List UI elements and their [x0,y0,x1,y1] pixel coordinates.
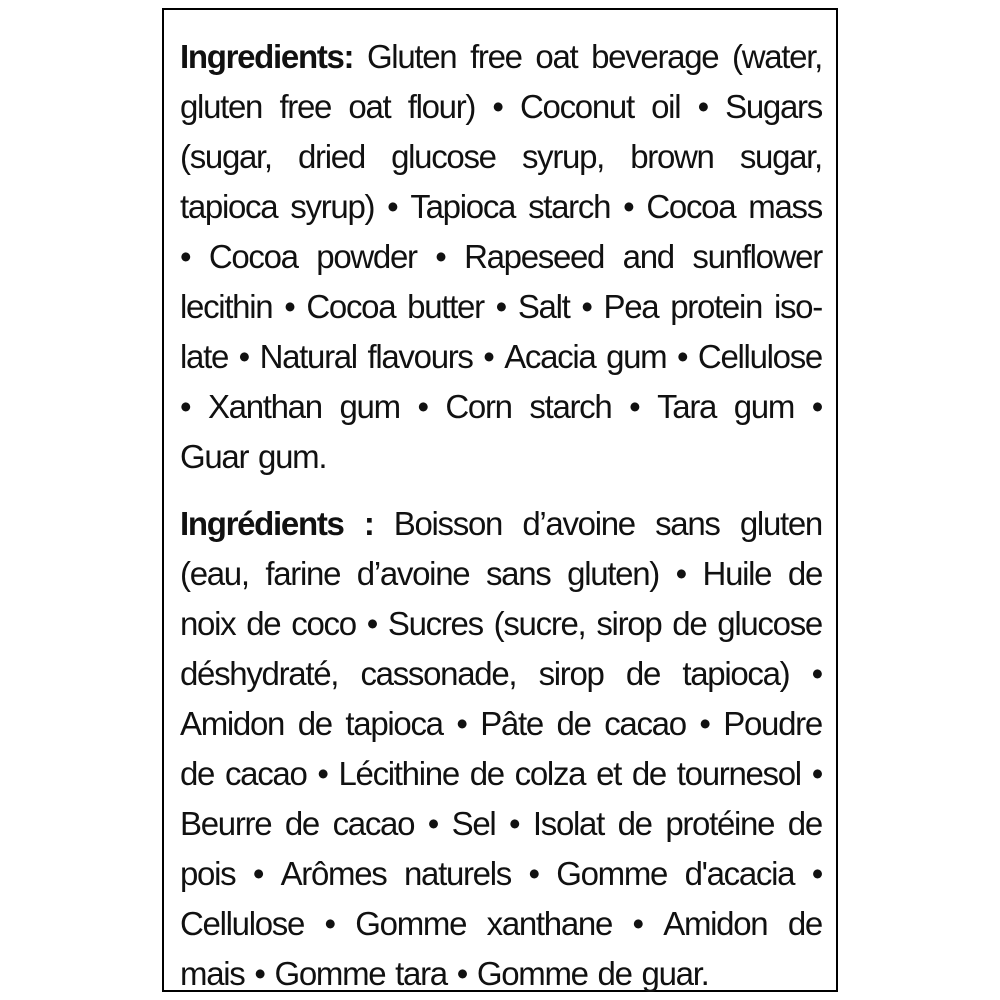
ingredient-word: gluten) [567,555,659,592]
bullet-separator: • [180,238,191,275]
ingredient-word: de [246,605,281,642]
french-line [180,499,822,549]
english-line [180,382,822,432]
ingredient-word: de [617,805,652,842]
ingredient-word: pois [180,855,236,892]
ingredient-word: Gomme [556,855,668,892]
ingredient-word: Tapioca [410,188,516,225]
french-line [180,599,822,649]
ingredient-word: Beurre [180,805,272,842]
bullet-separator: • [811,655,822,692]
ingredient-word: Amidon [180,705,285,742]
ingredient-word: de [297,705,332,742]
ingredient-word: sans [485,555,551,592]
ingredient-word: Coconut [520,88,634,125]
ingredient-word: Tara [657,388,717,425]
ingredient-word: syrup, [521,138,605,175]
ingredient-word: butter [407,288,484,325]
ingredient-word: cacao [332,805,415,842]
ingredient-word: gum [339,388,400,425]
bullet-separator: • [632,905,643,942]
ingredient-word: glucose [391,138,496,175]
ingredient-word: de [625,655,661,692]
ingredient-word: coco [291,605,356,642]
ingredient-word: flavours [367,338,473,375]
bullet-separator: • [483,338,494,375]
ingredient-word: d’avoine [356,555,470,592]
bullet-separator: • [492,88,503,125]
ingredient-word: mass [748,188,822,225]
ingredient-word: de [631,755,666,792]
ingredient-word: oil [651,88,681,125]
bullet-separator: • [387,188,398,225]
ingredient-word: gum [606,338,667,375]
bullet-separator: • [495,288,506,325]
ingredient-word: naturels [403,855,511,892]
ingredient-word: Gluten [366,38,457,75]
ingredient-word: syrup) [290,188,375,225]
ingredient-word: d'acacia [684,855,795,892]
ingredient-word: et [596,755,621,792]
bullet-separator: • [435,238,446,275]
bullet-separator: • [324,905,335,942]
bullet-separator: • [699,705,710,742]
ingredient-word: Rapeseed [464,238,605,275]
english-line [180,182,822,232]
ingredient-word: sirop [538,655,604,692]
ingredient-word: tapioca [180,188,278,225]
ingredient-word: gluten [739,505,822,542]
ingredient-word: déshydraté, [180,655,339,692]
french-ingredients [180,499,822,999]
bullet-separator: • [811,855,822,892]
ingredient-word: tournesol [676,755,801,792]
bullet-separator: • [623,188,634,225]
english-line [180,282,822,332]
bullet-separator: • [317,755,328,792]
ingredient-word: lecithin [180,288,273,325]
ingredient-word: sugar, [739,138,822,175]
ingredient-word: Sugars [725,88,822,125]
bullet-separator: • [180,388,191,425]
bullet-separator: • [284,288,295,325]
ingredient-word: powder [316,238,417,275]
ingredient-word: free [470,38,522,75]
bullet-separator: • [456,705,467,742]
ingredient-word: de [787,555,822,592]
french-line [180,899,822,949]
english-heading: Ingredients: [180,38,354,75]
ingredient-word: beverage [591,38,719,75]
ingredient-word: (water, [732,38,822,75]
ingredient-word: noix [180,605,236,642]
ingredient-word: cacao [604,705,686,742]
ingredient-word: Cocoa [646,188,736,225]
bullet-separator: • [238,338,249,375]
ingredient-word: Boisson [393,505,503,542]
ingredient-word: de [787,805,822,842]
ingredient-word: de [284,805,319,842]
ingredient-word: (sucre, [493,605,586,642]
ingredient-word: dried [298,138,365,175]
french-line [180,699,822,749]
ingredient-word: de [787,905,822,942]
english-line [180,332,822,382]
bullet-separator: • [427,805,439,842]
ingredient-word: farine [265,555,341,592]
ingredient-word: and [622,238,674,275]
ingredient-word: Cocoa [306,288,396,325]
ingredient-word: Cellulose [697,338,822,375]
bullet-separator: • [366,605,377,642]
ingredient-word: free [279,88,332,125]
french-line [180,749,822,799]
ingredient-word: brown [630,138,714,175]
ingredient-word: Corn [445,388,512,425]
english-last-line: Guar gum. [180,438,327,475]
ingredient-word: Pea [603,288,659,325]
ingredient-word: late [180,338,229,375]
french-line [180,849,822,899]
ingredient-word: Lécithine [338,755,459,792]
bullet-separator: • [528,855,539,892]
bullet-separator: • [675,555,686,592]
ingredient-word: Arômes [280,855,387,892]
french-heading: Ingrédients [180,505,344,542]
ingredient-word: xanthane [486,905,613,942]
ingredient-word: de [180,755,215,792]
ingredient-word: iso- [773,288,822,325]
ingredient-word: oat [535,38,578,75]
ingredient-word: de [556,705,591,742]
bullet-separator: • [581,288,592,325]
ingredient-word: sirop [596,605,662,642]
english-line [180,232,822,282]
ingredient-word: Amidon [663,905,768,942]
english-ingredients [180,32,822,482]
ingredient-word: colza [514,755,586,792]
ingredient-word: Poudre [723,705,822,742]
ingredient-word: Cellulose [180,905,305,942]
ingredient-word: cassonade, [360,655,517,692]
ingredient-word: d’avoine [522,505,635,542]
ingredient-word: gum [733,388,795,425]
ingredient-word: Huile [702,555,772,592]
ingredient-word: Isolat [532,805,604,842]
ingredient-word: Sel [451,805,496,842]
ingredient-word: starch [529,388,612,425]
bullet-separator: • [417,388,428,425]
ingredient-word: (eau, [180,555,249,592]
french-line [180,799,822,849]
french-line [180,549,822,599]
ingredient-word: de [469,755,504,792]
bullet-separator: • [509,805,520,842]
ingredient-word: (sugar, [180,138,272,175]
ingredient-word: Acacia [504,338,596,375]
french-heading: : [363,505,374,542]
ingredients-panel [162,8,838,992]
ingredient-word: Cocoa [208,238,298,275]
ingredient-word: de [672,605,707,642]
bullet-separator: • [252,855,264,892]
ingredient-word: Xanthan [207,388,322,425]
bullet-separator: • [697,88,708,125]
ingredient-word: sunflower [692,238,822,275]
ingredient-word: protéine [665,805,775,842]
ingredient-word: oat [348,88,391,125]
ingredient-word: Sucres [387,605,483,642]
english-line [180,82,822,132]
english-line [180,132,822,182]
ingredient-word: Natural [259,338,357,375]
ingredient-word: cacao [224,755,307,792]
bullet-separator: • [811,388,822,425]
bullet-separator: • [811,755,822,792]
ingredient-word: protein [670,288,763,325]
bullet-separator: • [677,338,688,375]
ingredient-word: sans [655,505,720,542]
ingredient-word: Salt [517,288,570,325]
english-line [180,32,822,82]
ingredient-word: Pâte [480,705,543,742]
bullet-separator: • [629,388,640,425]
ingredient-word: tapioca) [682,655,790,692]
ingredient-word: glucose [717,605,822,642]
ingredient-word: flour) [407,88,476,125]
french-line [180,649,822,699]
ingredient-word: tapioca [345,705,443,742]
ingredient-word: Gomme [355,905,467,942]
section-gap [180,482,822,499]
french-last-line: mais • Gomme tara • Gomme de guar. [180,955,709,992]
ingredient-word: gluten [180,88,263,125]
ingredient-word: starch [528,188,611,225]
